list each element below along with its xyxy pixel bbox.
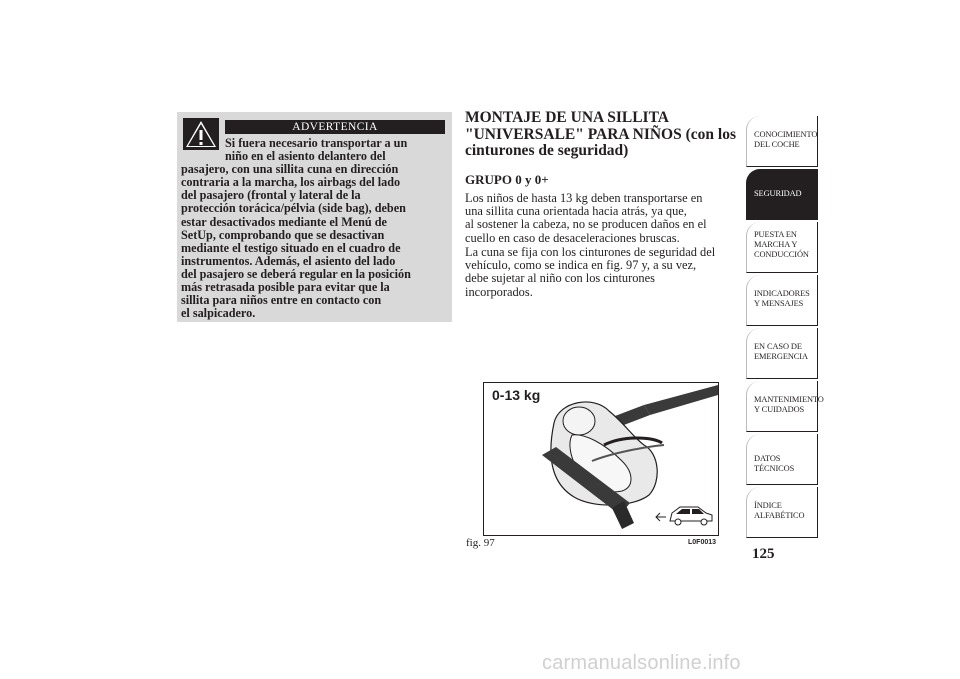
- page-number: 125: [752, 546, 775, 562]
- figure-code: L0F0013: [688, 539, 717, 546]
- paragraph-1: [465, 192, 740, 245]
- tab-label: SEGURIDAD: [754, 189, 802, 198]
- warning-line: pasajero, con una sillita cuna en dirección: [181, 162, 399, 177]
- tab-indice-alfabetico[interactable]: [746, 487, 818, 538]
- warning-line: sillita para niños entre en contacto con: [181, 293, 382, 308]
- warning-line: Si fuera necesario transportar a un: [225, 136, 408, 150]
- tab-label: CONOCIMIENTO DEL COCHE: [754, 130, 818, 149]
- paragraph-line: al sostener la cabeza, no se producen daños en el: [465, 217, 707, 232]
- tab-label: INDICADORES Y MENSAJES: [754, 289, 810, 308]
- figure-caption: fig. 97: [466, 537, 495, 549]
- paragraph-line: La cuna se fija con los cinturones de seguridad del: [465, 245, 716, 259]
- paragraph-line: una sillita cuna orientada hacia atrás, ya que,: [465, 204, 687, 219]
- paragraph-line: incorporados.: [465, 284, 533, 299]
- warning-line: del pasajero (frontal y lateral de la: [181, 188, 361, 203]
- warning-text: [181, 137, 449, 320]
- heading-line: "UNIVERSALE" PARA NIÑOS (con los: [465, 125, 736, 143]
- tab-label: MANTENIMIENTO Y CUIDADOS: [754, 395, 824, 414]
- child-seat-illustration: [484, 383, 718, 535]
- figure-weight-label: 0-13 kg: [492, 387, 541, 403]
- warning-line: mediante el testigo situado en el cuadro de: [181, 240, 401, 255]
- warning-box: [177, 112, 452, 322]
- paragraph-line: debe sujetar al niño con los cinturones: [465, 271, 655, 286]
- warning-line: del pasajero se deberá regular en la posición: [181, 266, 411, 281]
- tab-datos-tecnicos[interactable]: [746, 434, 818, 485]
- warning-line: niño en el asiento delantero del: [225, 149, 386, 164]
- tab-en-caso-de-emergencia[interactable]: [746, 328, 818, 379]
- tab-puesta-en-marcha[interactable]: [746, 222, 818, 273]
- warning-title: ADVERTENCIA: [225, 120, 445, 134]
- tab-label: ÍNDICE ALFABÉTICO: [754, 501, 805, 520]
- tab-label: EN CASO DE EMERGENCIA: [754, 342, 808, 361]
- subheading: GRUPO 0 y 0+: [465, 172, 549, 187]
- direction-arrow-icon: [656, 513, 666, 521]
- watermark: carmanualsonline.info: [542, 652, 741, 674]
- warning-line: el salpicadero.: [181, 306, 256, 321]
- figure-97: [483, 382, 719, 536]
- paragraph-2: [465, 246, 740, 299]
- warning-line: más retrasada posible para evitar que la: [181, 280, 390, 295]
- paragraph-line: vehículo, como se indica en fig. 97 y, a su vez,: [465, 258, 697, 273]
- heading-line: cinturones de seguridad): [465, 142, 629, 159]
- paragraph-line: cuello en caso de desaceleraciones bruscas.: [465, 230, 680, 245]
- tab-conocimiento-del-coche[interactable]: [746, 116, 818, 167]
- tab-label: PUESTA EN MARCHA Y CONDUCCIÓN: [754, 230, 809, 259]
- heading-line: MONTAJE DE UNA SILLITA: [465, 109, 669, 126]
- warning-line: contraria a la marcha, los airbags del lado: [181, 175, 401, 190]
- car-icon: [670, 507, 712, 525]
- chapter-tabs: [746, 116, 824, 540]
- warning-line: estar desactivados mediante el Menú de: [181, 214, 387, 229]
- warning-line: instrumentos. Además, el asiento del lado: [181, 253, 396, 268]
- tab-label: DATOS TÉCNICOS: [754, 454, 795, 473]
- tab-mantenimiento-y-cuidados[interactable]: [746, 381, 824, 432]
- tab-seguridad[interactable]: [746, 169, 818, 220]
- warning-line: protección torácica/pélvia (side bag), deben: [181, 201, 406, 216]
- warning-line: SetUp, comprobando que se desactivan: [181, 227, 385, 242]
- paragraph-line: Los niños de hasta 13 kg deben transportarse en: [465, 191, 703, 205]
- section-heading: [465, 110, 740, 160]
- tab-indicadores-y-mensajes[interactable]: [746, 275, 818, 326]
